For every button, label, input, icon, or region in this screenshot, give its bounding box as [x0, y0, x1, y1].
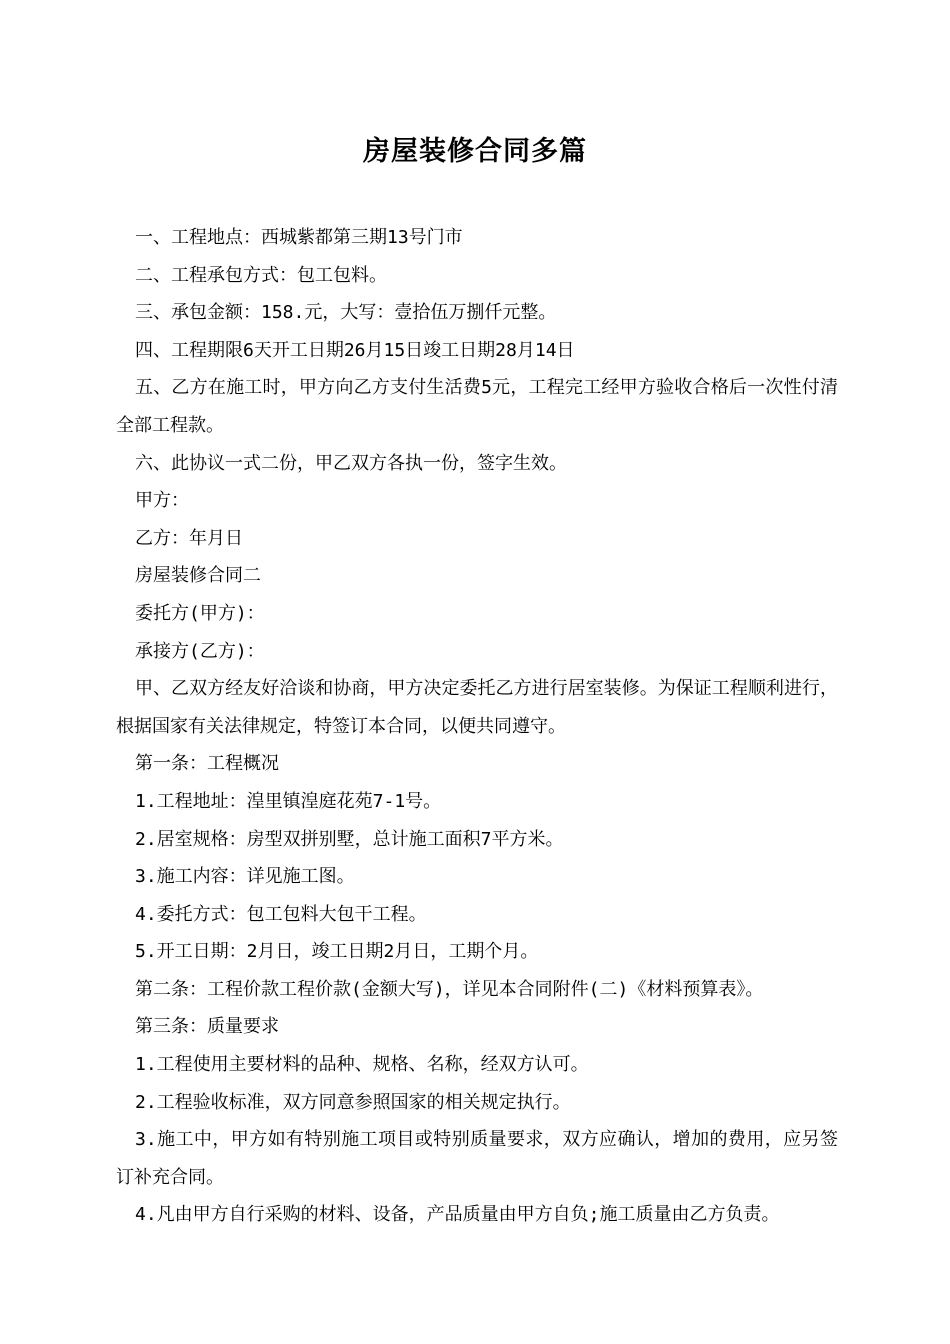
paragraph: 3.施工内容：详见施工图。 [135, 866, 355, 888]
document-title: 房屋装修合同多篇 [363, 136, 587, 167]
paragraph: 2.工程验收标准，双方同意参照国家的相关规定执行。 [135, 1091, 571, 1113]
paragraph: 5.开工日期：2月日，竣工日期2月日，工期个月。 [135, 941, 539, 963]
paragraph: 乙方：年月日 [135, 527, 243, 549]
paragraph: 1.工程使用主要材料的品种、规格、名称，经双方认可。 [135, 1054, 589, 1076]
paragraph: 五、乙方在施工时，甲方向乙方支付生活费5元，工程完工经甲方验收合格后一次性付清全部工程款。 [116, 377, 838, 436]
paragraph: 六、此协议一式二份，甲乙双方各执一份，签字生效。 [135, 452, 567, 474]
paragraph: 第三条：质量要求 [135, 1016, 279, 1038]
paragraph: 4.凡由甲方自行采购的材料、设备，产品质量由甲方自负;施工质量由乙方负责。 [135, 1204, 780, 1226]
paragraph: 四、工程期限6天开工日期26月15日竣工日期28月14日 [135, 339, 575, 361]
paragraph: 第一条：工程概况 [135, 753, 279, 775]
paragraph: 第二条：工程价款工程价款(金额大写)，详见本合同附件(二)《材料预算表》。 [135, 978, 764, 1000]
paragraph: 4.委托方式：包工包料大包干工程。 [135, 903, 427, 925]
paragraph: 2.居室规格：房型双拼别墅，总计施工面积7平方米。 [135, 828, 564, 850]
paragraph: 房屋装修合同二 [135, 565, 261, 587]
paragraph: 甲、乙双方经友好洽谈和协商，甲方决定委托乙方进行居室装修。为保证工程顺利进行，根据国家有关法律规定，特签订本合同，以便共同遵守。 [116, 678, 838, 737]
paragraph: 承接方(乙方)： [135, 640, 265, 662]
paragraph: 甲方： [135, 490, 189, 512]
paragraph: 3.施工中，甲方如有特别施工项目或特别质量要求，双方应确认，增加的费用，应另签订补充合同。 [116, 1129, 838, 1188]
paragraph: 1.工程地址：湟里镇湟庭花苑7-1号。 [135, 790, 442, 812]
paragraph: 一、工程地点：西城紫都第三期13号门市 [135, 227, 463, 248]
paragraph: 二、工程承包方式：包工包料。 [135, 264, 387, 286]
paragraph: 委托方(甲方)： [135, 602, 265, 624]
paragraph: 三、承包金额：158.元，大写：壹拾伍万捌仟元整。 [135, 302, 557, 324]
document-body [116, 219, 838, 1234]
